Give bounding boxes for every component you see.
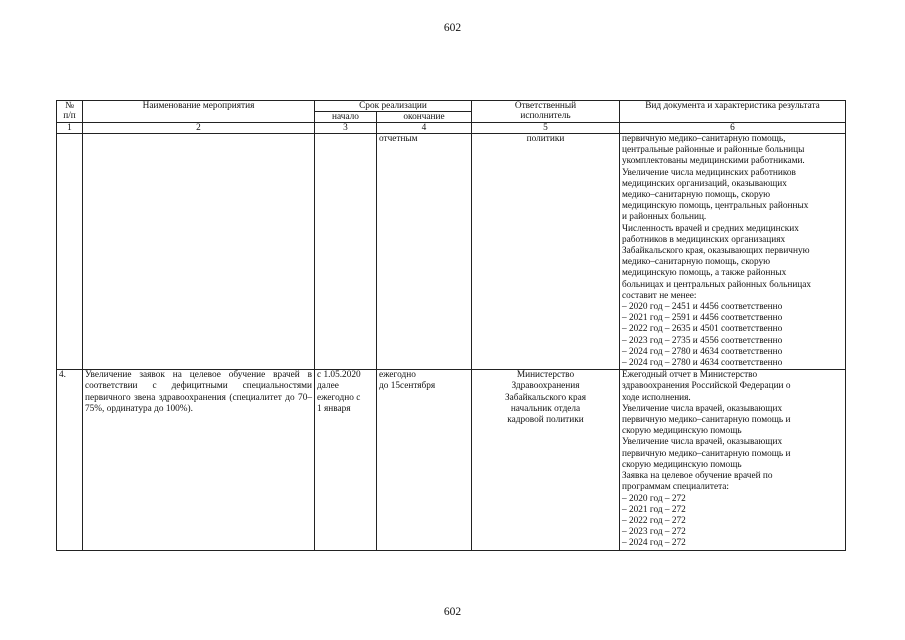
row-cont-start [315, 134, 377, 370]
row-cont-result [620, 134, 846, 370]
result-line: медицинских организаций, оказывающих [622, 178, 787, 189]
result-line: – 2024 год – 272 [622, 538, 686, 549]
column-number: 3 [315, 123, 377, 134]
result-line: Увеличение числа медицинских работников [622, 167, 796, 178]
result-line: Забайкальского края, оказывающих первичную [622, 246, 810, 257]
start-line: далее [317, 381, 339, 392]
result-line: составит не менее: [622, 290, 697, 301]
result-line: медико–санитарную помощь, скорую [622, 190, 771, 201]
result-line: первичную медико–санитарную помощь и [622, 415, 791, 426]
row-4-name: Увеличение заявок на целевое обучение врачей в соответствии с дефицитными специальностями первичного звена здравоохранения (специалитет до 70–75%, ординатура до 100%). [83, 370, 315, 550]
column-number: 2 [83, 123, 315, 134]
result-line: укомплектованы медицинскими работниками. [622, 156, 805, 167]
responsible-line: кадровой политики [507, 415, 584, 426]
row-cont-responsible: политики [472, 134, 620, 370]
header-end: окончание [377, 112, 472, 123]
table-row-4 [57, 370, 846, 550]
result-line: – 2023 год – 2735 и 4556 соответственно [622, 335, 783, 346]
result-line: – 2020 год – 272 [622, 493, 686, 504]
column-number: 1 [57, 123, 83, 134]
result-line: – 2022 год – 2635 и 4501 соответственно [622, 324, 783, 335]
result-line: – 2024 год – 2780 и 4634 соответственно [622, 346, 783, 357]
activity-table [56, 100, 846, 551]
result-line: здравоохранения Российской Федерации о [622, 381, 791, 392]
result-line: программам специалитета: [622, 482, 729, 493]
result-line: Ежегодный отчет в Министерство [622, 370, 758, 381]
result-line: скорую медицинскую помощь [622, 459, 742, 470]
row-4-start [315, 370, 377, 550]
result-line: – 2020 год – 2451 и 4456 соответственно [622, 302, 783, 313]
header-responsible-label-2: исполнитель [520, 111, 571, 121]
row-4-responsible [472, 370, 620, 550]
result-line: и районных больниц. [622, 212, 707, 223]
result-line: скорую медицинскую помощь [622, 426, 742, 437]
table-row-continued [57, 134, 846, 370]
result-line: Увеличение числа врачей, оказывающих [622, 403, 783, 414]
result-line: центральные районные и районные больницы [622, 145, 805, 156]
row-4-end [377, 370, 472, 550]
row-cont-name [83, 134, 315, 370]
header-num [57, 101, 83, 123]
result-line: первичную медико–санитарную помощь и [622, 448, 791, 459]
page-number-bottom: 602 [443, 606, 462, 618]
header-responsible-label: Ответственный [514, 101, 577, 111]
result-line: медико–санитарную помощь, скорую [622, 257, 771, 268]
responsible-line: Здравоохранения [511, 381, 580, 392]
result-line: работников в медицинских организациях [622, 234, 786, 245]
end-line: до 15сентября [379, 381, 436, 392]
responsible-line: Забайкальского края [504, 392, 587, 403]
row-cont-end: отчетным [377, 134, 472, 370]
responsible-line: Министерство [516, 370, 575, 381]
result-line: – 2023 год – 272 [622, 527, 686, 538]
result-line: – 2021 год – 272 [622, 504, 686, 515]
header-start: начало [315, 112, 377, 123]
result-line: больницах и центральных районных больницах [622, 279, 812, 290]
end-line: ежегодно [379, 370, 416, 381]
result-line: Заявка на целевое обучение врачей по [622, 471, 773, 482]
start-line: с 1.05.2020 [317, 370, 361, 381]
result-line: – 2024 год – 2780 и 4634 соответственно [622, 358, 783, 369]
result-line: – 2022 год – 272 [622, 515, 686, 526]
result-line: Увеличение числа врачей, оказывающих [622, 437, 783, 448]
start-line: 1 января [317, 403, 351, 414]
result-line: первичную медико–санитарную помощь, [622, 134, 786, 144]
result-line: медицинскую помощь, а также районных [622, 268, 787, 279]
header-period: Срок реализации [315, 101, 472, 112]
page-number-top: 602 [443, 22, 462, 34]
result-line: ходе исполнения. [622, 392, 691, 403]
result-line: – 2021 год – 2591 и 4456 соответственно [622, 313, 783, 324]
header-responsible [472, 101, 620, 123]
row-4-num: 4. [57, 370, 83, 550]
header-num-label-2: п/п [63, 111, 76, 121]
header-num-label: № [65, 101, 74, 111]
start-line: ежегодно с [317, 392, 361, 403]
result-line: медицинскую помощь, центральных районных [622, 201, 809, 212]
header-name: Наименование мероприятия [83, 101, 315, 123]
column-number: 6 [620, 123, 846, 134]
responsible-line: начальник отдела [510, 403, 581, 414]
column-number: 4 [377, 123, 472, 134]
column-numbers-row [57, 123, 846, 134]
row-4-result [620, 370, 846, 550]
result-line: Численность врачей и средних медицинских [622, 223, 799, 234]
row-cont-num [57, 134, 83, 370]
header-result: Вид документа и характеристика результата [620, 101, 846, 123]
column-number: 5 [472, 123, 620, 134]
